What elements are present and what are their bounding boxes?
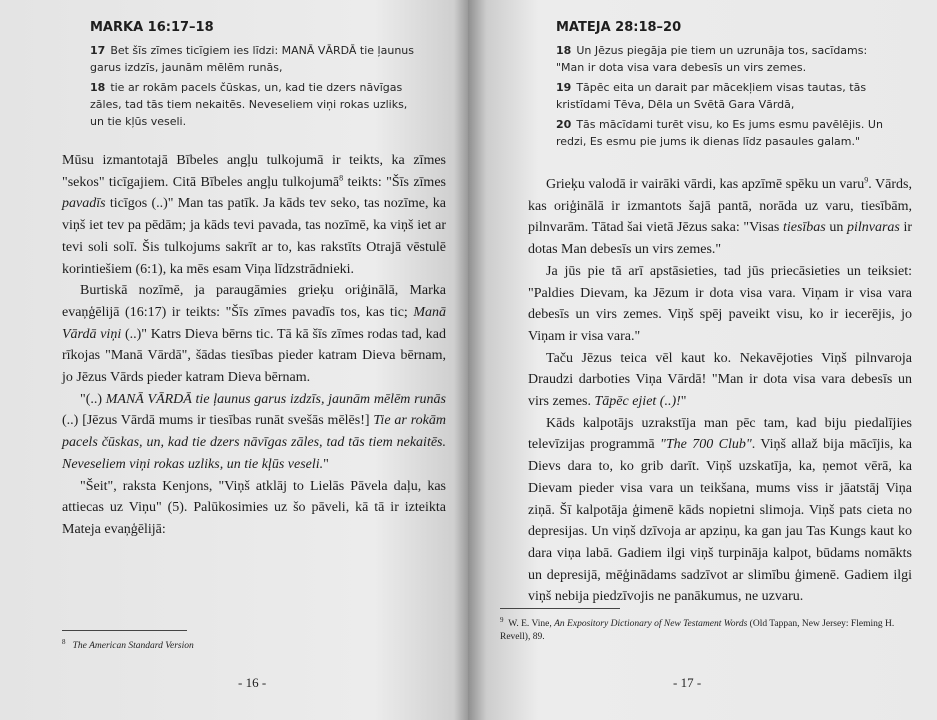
- paragraph: Grieķu valodā ir vairāki vārdi, kas apzīmē spēku un varu$^9$. Vārds, kas oriģinālā ir izmantots šajā pantā, norāda uz varu, tiesībām, pilnvarām. Tātad šai vietā Jēzus saka: "Visas tiesības un pilnvaras ir dotas Man debesīs un virs zemes.": [528, 175, 913, 258]
- scripture-quote-block: [90, 42, 420, 133]
- body-text: [528, 174, 912, 608]
- footnote-ref: 9: [864, 175, 869, 185]
- footnote-ref: 8: [339, 173, 344, 183]
- paragraph: Mūsu izmantotajā Bībeles angļu tulkojumā ir teikts, ka zīmes "sekos" ticīgajiem. Citā Bībeles angļu tulkojumā$^8$ teikts: "Šīs zīmes pavadīs ticīgos (..)" Man tas patīk. Ja kāds tev seko, tas nozīme, ka viņš iet tev pa pēdām; ja kāds tevi pavada, tas nozīmē, ka viņš iet ar tevi soli solī. Šis tulkojums sakrīt ar to, kas rakstīts Otrajā vēstulē korintiešiem (6:1), ka mēs esam Viņa līdzstrādnieki.: [62, 153, 446, 277]
- page-number: - 16 -: [238, 675, 267, 690]
- scripture-quote-block: [556, 42, 886, 153]
- verse-text: Un Jēzus piegāja pie tiem un uzrunāja tos, sacīdams: "Man ir dota visa vara debesīs un virs zemes.: [556, 44, 868, 74]
- reference-text: MARKA 16:17–18: [90, 20, 214, 35]
- verse-number: 20: [556, 118, 572, 131]
- verse-number: 18: [90, 81, 106, 94]
- footnote-divider: [62, 630, 187, 631]
- paragraph: "Šeit", raksta Kenjons, "Viņš atklāj to Lielās Pāvela daļu, kas attiecas uz Viņu" (5). Palūkosimies uz šo pāveli, kā tā ir izteikta Mateja evaņģēlijā:: [62, 478, 446, 537]
- verse: [90, 42, 420, 76]
- verse-number: 19: [556, 81, 572, 94]
- left-page: [0, 0, 468, 720]
- verse-text: Bet šīs zīmes ticīgiem ies līdzi: MANĀ VĀRDĀ tie ļaunus garus izdzīs, jaunām mēlēm runās,: [90, 44, 414, 74]
- reference-text: MATEJA 28:18–20: [556, 20, 682, 35]
- verse: [556, 42, 886, 76]
- verse-reference-heading: [556, 20, 681, 35]
- verse-text: Tās mācīdami turēt visu, ko Es jums esmu pavēlējis. Un redzi, Es esmu pie jums ik dienas līdz pasaules galam.": [556, 118, 883, 148]
- footnote-divider: [500, 608, 620, 609]
- verse-text: Tāpēc eita un darait par mācekļiem visas tautas, tās kristīdami Tēva, Dēla un Svētā Gara Vārdā,: [556, 81, 867, 111]
- footnote-marker: 8: [62, 637, 66, 646]
- footnote-text: The American Standard Version: [72, 641, 194, 651]
- paragraph: Kāds kalpotājs uzrakstīja man pēc tam, kad biju piedalījies televīzijas programmā "The 700 Club". Viņš allaž bija mācījis, ka Dievs dara to, ko grib darīt. Viņš uzskatīja, ka, ņemot vērā, ka Dievam pieder visa vara un teikšana, mums viss ir jāatstāj Viņa ziņā. Šī kalpotāja ģimenē kāds nopietni slimoja. Viņš pats cieta no depresijas. Un viņš dzīvoja ar apziņu, ka gan jau Tas Kungs kaut ko dara viņa labā. Gadiem ilgi viņš turpināja kalpot, būdams nomākts un depresijā, mēģinādams sadzīvot ar slimību ģimenē. Gadiem ilgi viņš nebija piedzīvojis ne panākumus, ne uzvaru.: [528, 415, 912, 605]
- footnote: $^9$ W. E. Vine, An Expository Dictionary of New Testament Words (Old Tappan, New Jersey: Fleming H. Revell), 89.: [500, 615, 895, 642]
- verse-text: tie ar rokām pacels čūskas, un, kad tie dzers nāvīgas zāles, tad tās tiem nekaitēs. Neveseliem viņi rokas uzliks, un tie kļūs veseli.: [90, 81, 408, 128]
- right-page: [468, 0, 937, 720]
- verse: [90, 79, 420, 130]
- verse-reference-heading: [90, 20, 214, 35]
- paragraph: Burtiskā nozīmē, ja paraugāmies grieķu oriģinālā, Marka evaņģēlijā (16:17) ir teikts: "Šīs zīmes pavadīs tos, kas tic; Manā Vārdā viņi (..)" Katrs Dieva bērns tic. Tā kā šīs zīmes rodas tad, kad rīkojas "Manā Vārdā", šādas tiesības pieder katram Dieva bērnam, jo Jēzus Vārds pieder katram Dieva bērnam.: [62, 283, 446, 386]
- paragraph: Ja jūs pie tā arī apstāsieties, tad jūs priecāsieties un teiksiet: "Paldies Dievam, ka Jēzum ir dota visa vara. Viņam ir visa vara debesīs un virs zemes. Viņš spēj paveikt visu, ko ir iecerējis, jo Viņam ir visa vara.": [528, 263, 912, 344]
- verse: [556, 79, 886, 113]
- verse: [556, 116, 886, 150]
- verse-number: 17: [90, 44, 106, 57]
- body-text: [62, 150, 446, 541]
- paragraph: Taču Jēzus teica vēl kaut ko. Nekavējoties Viņš pilnvaroja Draudzi darboties Viņa Vārdā! "Man ir dota visa vara debesīs un virs zemes. Tāpēc ejiet (..)!": [528, 350, 912, 410]
- footnote: [62, 637, 442, 653]
- page-number: - 17 -: [673, 675, 702, 690]
- paragraph: "(..) MANĀ VĀRDĀ tie ļaunus garus izdzīs, jaunām mēlēm runās (..) [Jēzus Vārdā mums ir tiesības runāt svešās mēlēs!] Tie ar rokām pacels čūskas, un, kad tie dzers nāvīgas zāles, tad tās tiem nekaitēs. Neveseliem viņi rokas uzliks, un tie kļūs veseli.": [62, 391, 446, 472]
- verse-number: 18: [556, 44, 572, 57]
- footnote-marker: 9: [500, 615, 504, 624]
